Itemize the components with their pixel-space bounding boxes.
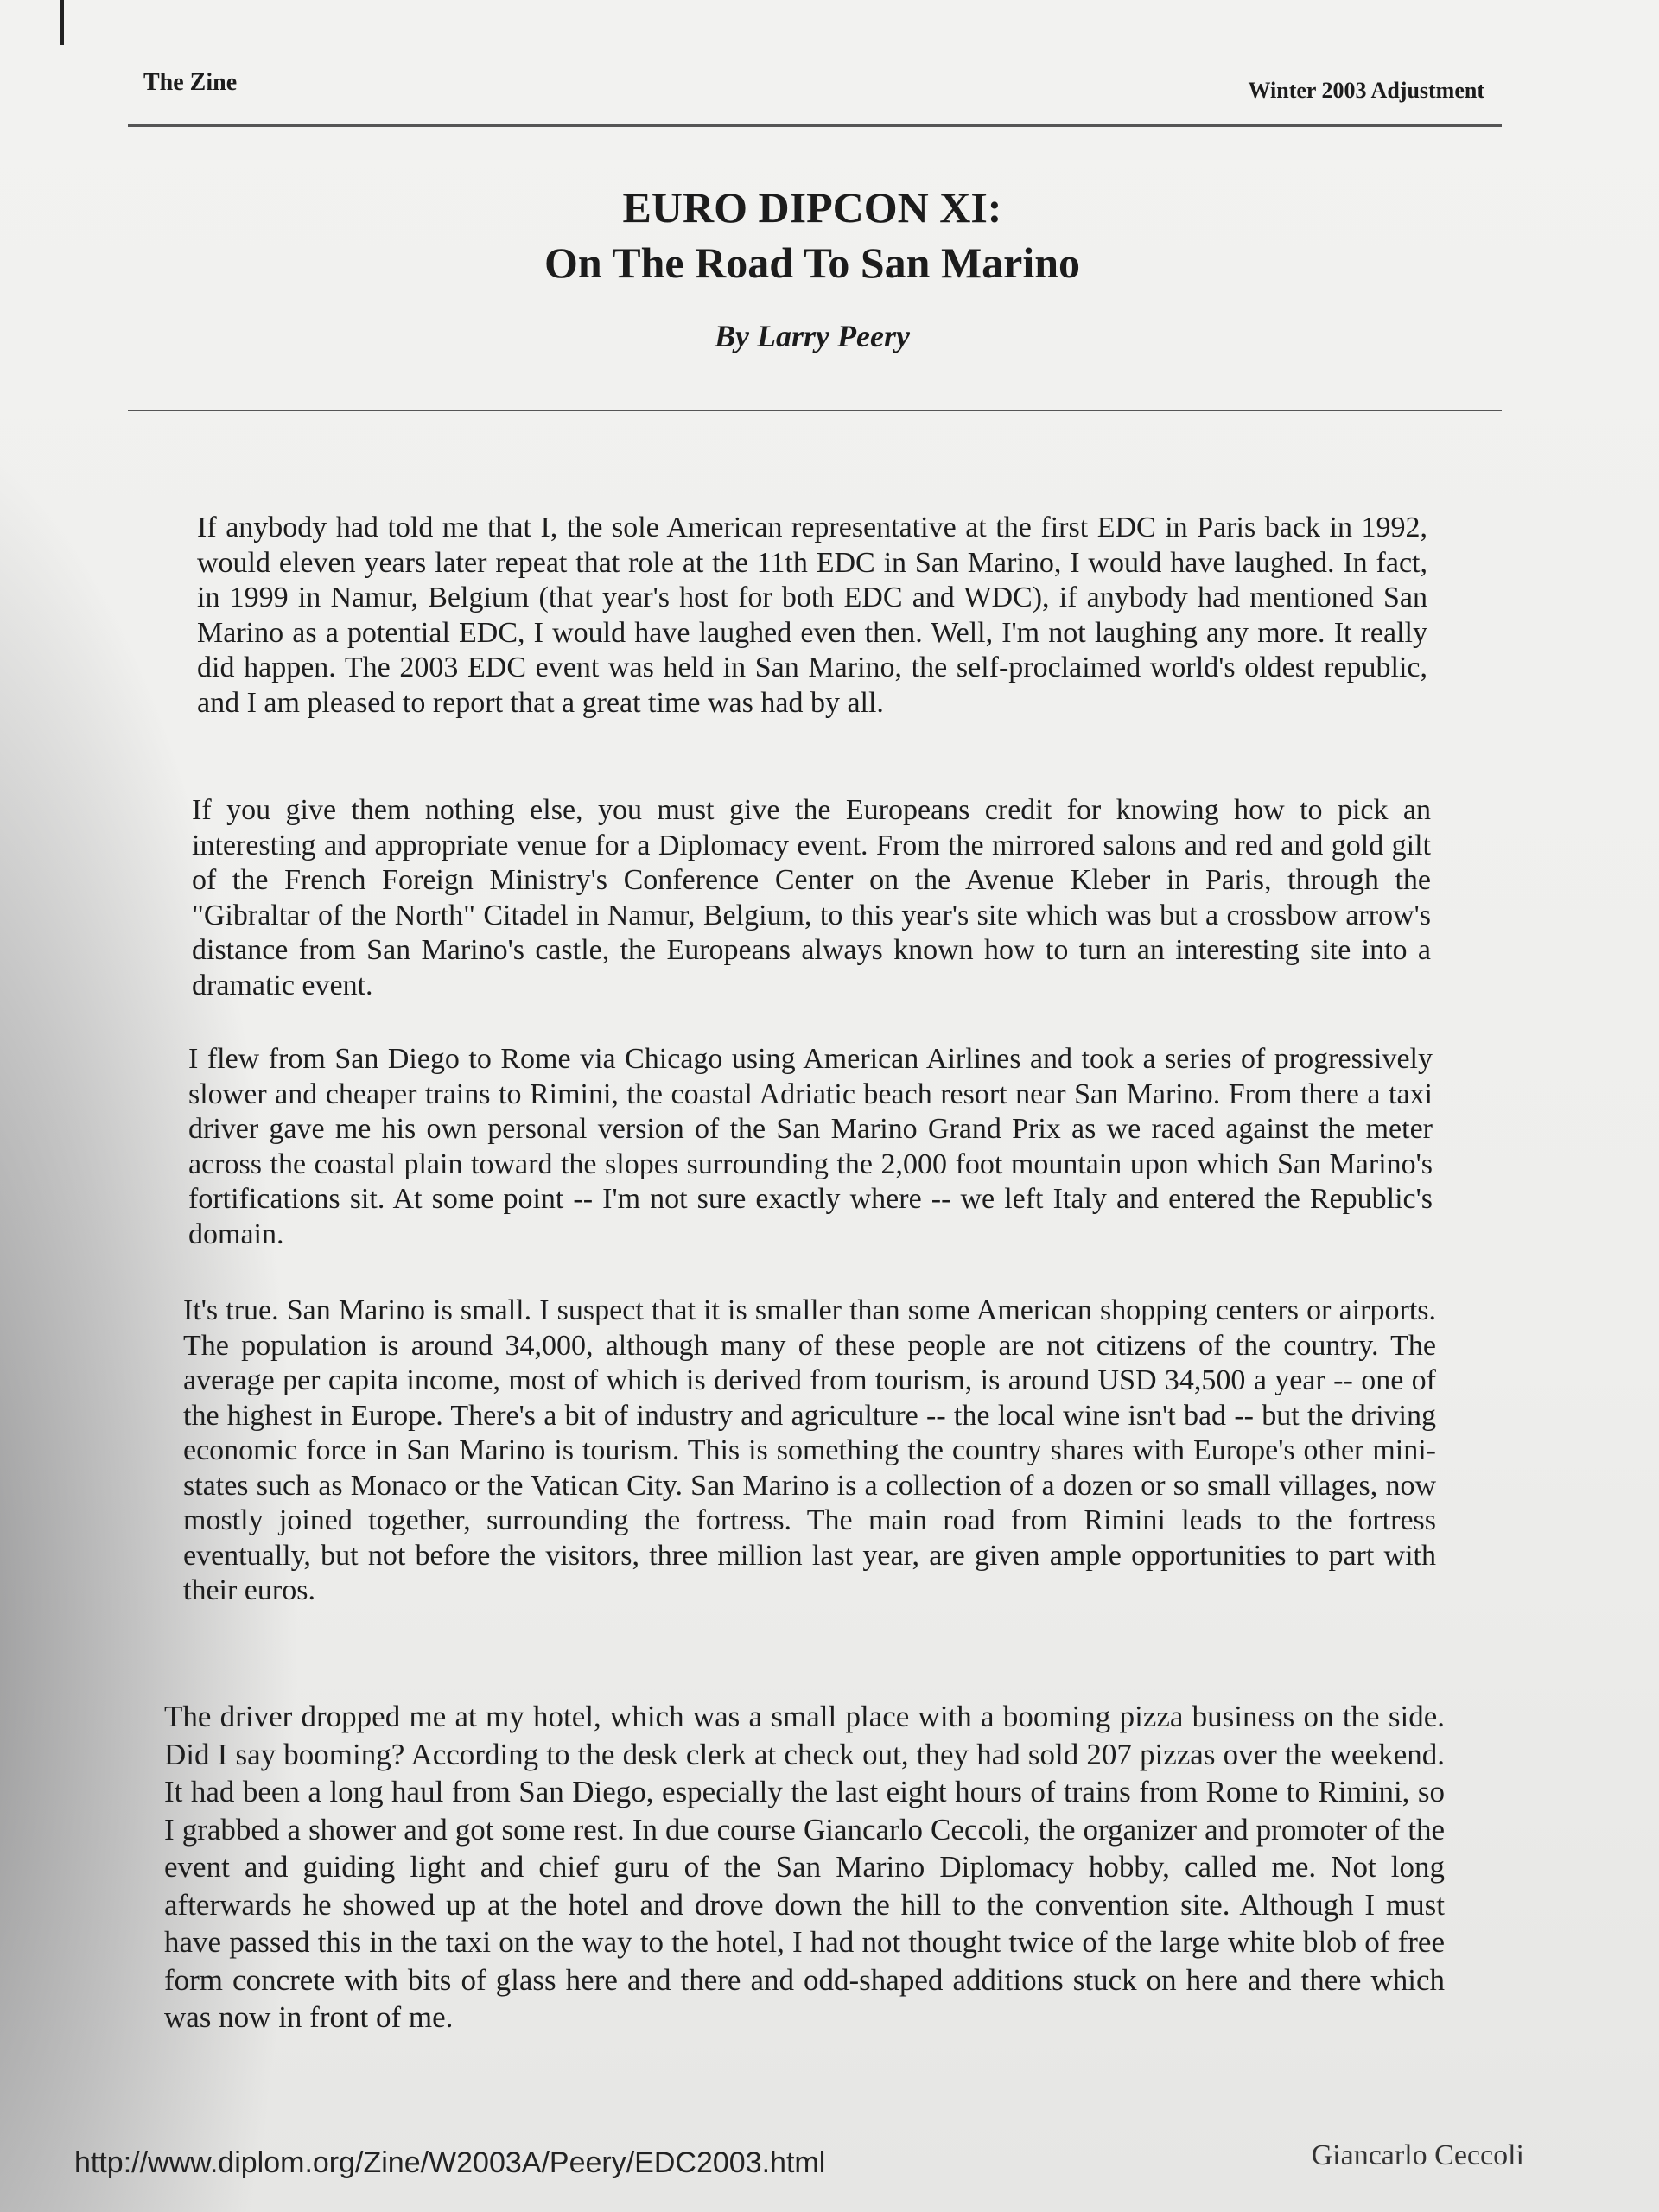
issue-label: Winter 2003 Adjustment [1248, 78, 1484, 103]
paragraph: If anybody had told me that I, the sole American representative at the first EDC in Paris back in 1992, would eleven years later repeat that role at the 11th EDC in San Marino, I would have laughed. In fact, in 1999 in Namur, Belgium (that year's host for both EDC and WDC), if anybody had mentioned San Marino as a potential EDC, I would have laughed even then. Well, I'm not laughing any more. It really did happen. The 2003 EDC event was held in San Marino, the self-proclaimed world's oldest republic, and I am pleased to report that a great time was had by all. [197, 512, 1427, 719]
paragraph: It's true. San Marino is small. I suspect that it is smaller than some American shopping centers or airports. The population is around 34,000, although many of these people are not citizens of the country. The average per capita income, most of which is derived from tourism, is around USD 34,500 a year -- one of the highest in Europe. There's a bit of industry and agriculture -- the local wine isn't bad -- but the driving economic force in San Marino is tourism. This is something the country shares with Europe's other mini-states such as Monaco or the Vatican City. San Marino is a collection of a dozen or so small villages, now mostly joined together, surrounding the fortress. The main road from Rimini leads to the fortress eventually, but not before the visitors, three million last year, are given ample opportunities to part with their euros. [183, 1294, 1436, 1606]
paragraph: I flew from San Diego to Rome via Chicago using American Airlines and took a series of progressively slower and cheaper trains to Rimini, the coastal Adriatic beach resort near San Marino. From there a taxi driver gave me his own personal version of the San Marino Grand Prix as we raced against the meter across the coastal plain toward the slopes surrounding the 2,000 foot mountain upon which San Marino's fortifications sit. At some point -- I'm not sure exactly where -- we left Italy and entered the Republic's domain. [188, 1043, 1433, 1250]
paragraph: If you give them nothing else, you must give the Europeans credit for knowing how to pick an interesting and appropriate venue for a Diplomacy event. From the mirrored salons and red and gold gilt of the French Foreign Ministry's Conference Center on the Avenue Kleber in Paris, through the "Gibraltar of the North" Citadel in Namur, Belgium, to this year's site which was but a crossbow arrow's distance from San Marino's castle, the Europeans always known how to turn an interesting site into a dramatic event. [192, 794, 1431, 1001]
title-rule [128, 410, 1502, 411]
article-title [328, 180, 1296, 290]
zine-name: The Zine [143, 69, 238, 96]
margin-mark [60, 0, 64, 45]
paragraph: The driver dropped me at my hotel, which was a small place with a booming pizza business on the side. Did I say booming? According to the desk clerk at check out, they had sold 207 pizzas over the weekend. It had been a long haul from San Diego, especially the last eight hours of trains from Rome to Rimini, so I grabbed a shower and got some rest. In due course Giancarlo Ceccoli, the organizer and promoter of the event and guiding light and chief guru of the San Marino Diplomacy hobby, called me. Not long afterwards he showed up at the hotel and drove down the hill to the convention site. Although I must have passed this in the taxi on the way to the hotel, I had not thought twice of the large white blob of free form concrete with bits of glass here and there and odd-shaped additions stuck on here and there which was now in front of me. [164, 1700, 1445, 2034]
title-line-1: EURO DIPCON XI: [622, 183, 1002, 232]
photo-caption: Giancarlo Ceccoli [1311, 2139, 1524, 2171]
header-rule [128, 124, 1502, 127]
source-url: http://www.diplom.org/Zine/W2003A/Peery/EDC2003.html [74, 2146, 826, 2179]
byline: By Larry Peery [715, 319, 910, 353]
title-line-2: On The Road To San Marino [543, 238, 1081, 287]
